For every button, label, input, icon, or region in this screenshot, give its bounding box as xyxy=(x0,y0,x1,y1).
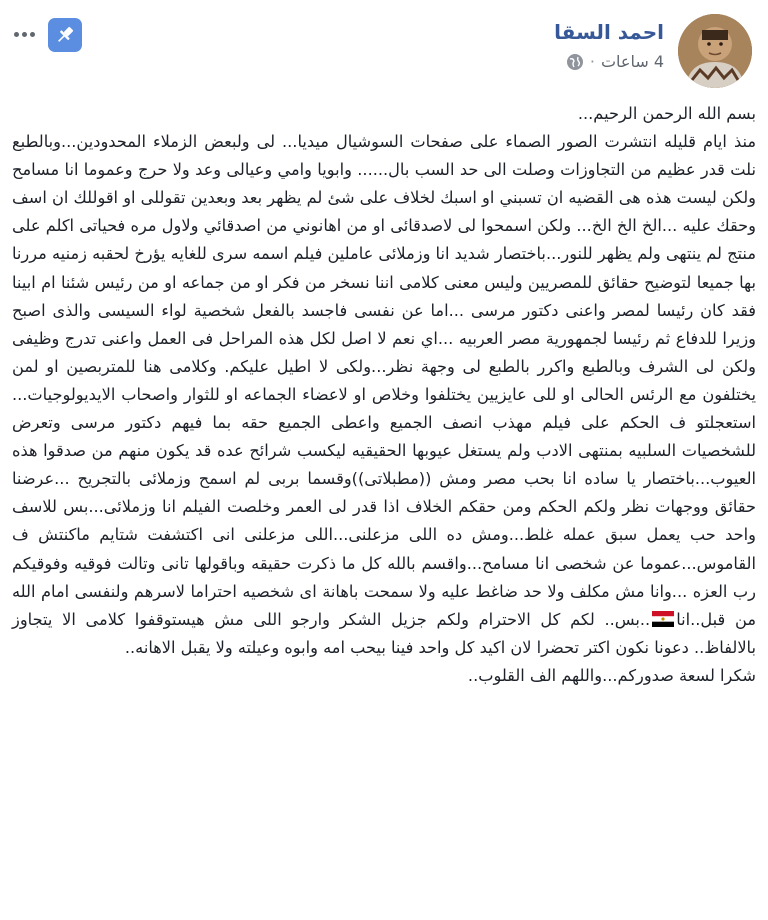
post-meta xyxy=(566,52,664,71)
globe-icon[interactable] xyxy=(566,53,584,71)
pin-button[interactable] xyxy=(48,18,82,52)
ellipsis-icon xyxy=(30,32,35,37)
avatar[interactable] xyxy=(678,14,752,88)
meta-separator: · xyxy=(589,52,595,71)
ellipsis-icon xyxy=(14,32,19,37)
avatar-photo xyxy=(678,14,752,88)
egypt-flag-icon xyxy=(652,611,674,627)
pushpin-icon xyxy=(54,24,76,46)
post-text-line: شكرا لسعة صدوركم...واللهم الف القلوب.. xyxy=(467,665,756,685)
post-text-closing: ..بس.. لكم كل الاحترام ولكم جزيل الشكر وارجو اللى مش هيستوقفوا كلامى الا يتجاوز بالالفاظ.. دعونا نكون اكتر تحضرا لان اكيد كل واحد فينا بيحب امه وابوه وعيلته ولا يقبل الاهانه.. xyxy=(12,609,756,657)
author-name[interactable]: احمد السقا xyxy=(554,20,664,44)
post-text-line: بسم الله الرحمن الرحيم... xyxy=(577,104,756,123)
more-options-button[interactable] xyxy=(8,22,40,46)
post-time[interactable]: 4 ساعات xyxy=(600,52,664,71)
post-text-main: منذ ايام قليله انتشرت الصور الصماء على صفحات السوشيال ميديا... لى ولبعض الزملاء المحدودين...وبالطبع نلت قدر عظيم من التجاوزات وصلت الى حد السب بال...... وابويا وامي وعيالى وعد ولا حرج وعموما انا مسامح ولكن ليست هذه هى القضيه ان تسبني او اسبك لخلاف على شئ لم يظهر بعد وبعدين تقوللى او اقوللك ان اسف وحقك عليه ...الخ الخ الخ... ولكن اسمحوا لى لاصدقائى او من اهانوني من اصدقائي ولاول مره فحياتى اكلم على منتج لم ينتهى ولم يظهر للنور...باختصار شديد انا وزملائى عاملين فيلم اسمه سرى للغايه يؤرخ لحقبه زمنيه مررنا بها جميعا لتوضيح حقائق للمصريين وليس معنى كلامى اننا نسخر من فكر او من جماعه او من رئيس شئنا ام ابينا فقد كان رئيسا لمصر واعنى دكتور مرسى ...اما عن نفسى فاجسد بالفعل شخصية لواء السيسى والذى اصبح وزيرا للدفاع ثم رئيسا لجمهورية مصر العربيه ...اي نعم لا اصل لكل هذه المراحل فى العمل واعنى تدرج وظيفى ولكن لى الشرف وبالطبع واكرر بالطبع لى وجهة نظر...ولكى لا اطيل عليكم. وكلامى هنا للمتربصين او لمن يختلفون مع الرئس الحالى او للى عايزيين يختلفوا وخلاص او لاعضاء الجماعه او للثوار واصحاب الايديولوجيات... استعجلتو ف الحكم على فيلم مهذب انصف الجميع واعطى الجميع حقه بما فيهم دكتور مرسى وتعرض للشخصيات السلبيه بمنتهى الادب ولم يستغل عيوبها الحقيقيه ليكسب شرائح عده قد يكون منهم من صدقوا هذه العيوب...باختصار يا ساده انا بحب مصر ومش ((مطبلاتى))وقسما بربى لم اسمح وزملائى بالتجريح ...عرضنا حقائق ووجهات نظر ولكم الحكم ومن حقكم الخلاف اذا قدر لى العمر وخلصت الفيلم انا وزملائى...بس للاسف واحد حب يعمل سبق عمله غلط...ومش ده اللى مزعلنى...اللى مزعلنى انى اكتشفت شتايم ماكنتش ف القاموس...عموما عن شخصى انا مسامح...واقسم بالله كل ما ذكرت حقيقه وباقولها تانى وتالت فوقيه وفوقيكم رب العزه ...وانا مش مكلف ولا حد ضاغط عليه ولا سمحت باهانة اى شخصيه احتراما لاسرهم ولنفسى امام الله من قبل..انا xyxy=(12,132,756,629)
post-text xyxy=(12,100,756,690)
ellipsis-icon xyxy=(22,32,27,37)
post-text-paragraph xyxy=(12,128,756,662)
post-header xyxy=(8,8,760,88)
